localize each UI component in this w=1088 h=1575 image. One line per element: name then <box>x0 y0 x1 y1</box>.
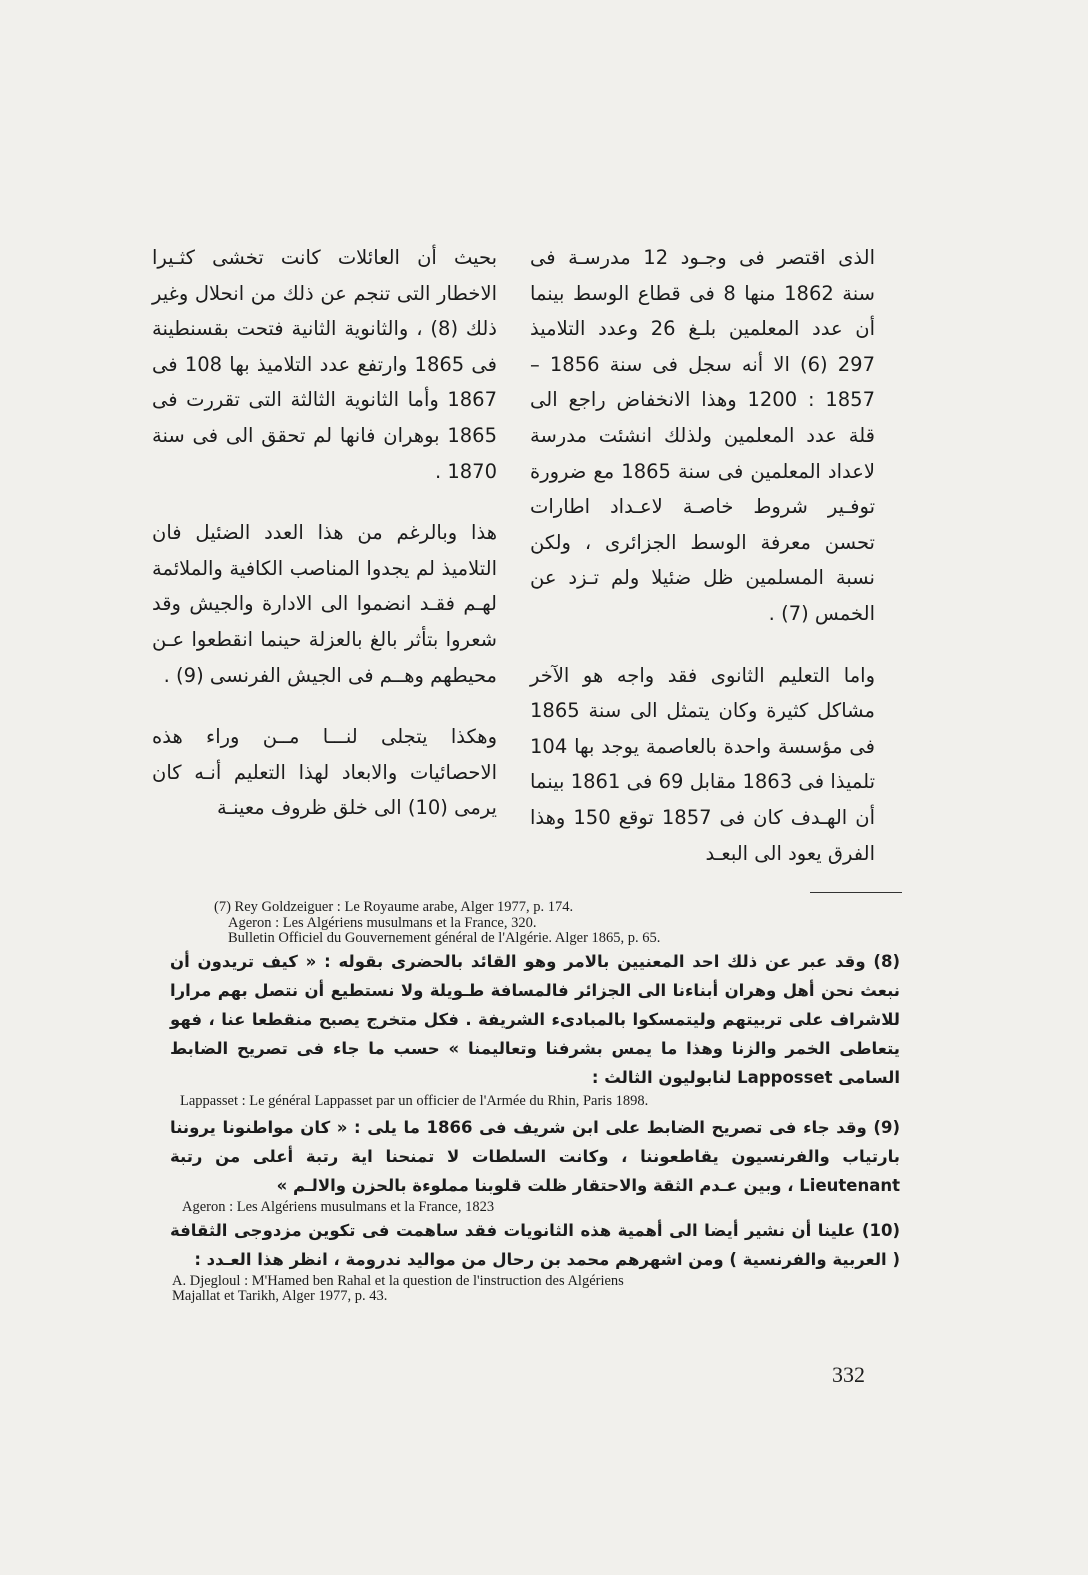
text-column-left <box>152 240 497 826</box>
paragraph: هذا وبالرغم من هذا العدد الضئيل فان التلاميذ لم يجدوا المناصب الكافية والملائمة لهـم فقـد انضموا الى الادارة والجيش وقد شعروا بتأثر بالغ بالعزلة حينما انقطعوا عـن محيطهم وهــم فى الجيش الفرنسى (9) . <box>152 521 497 687</box>
paragraph: الذى اقتصر فى وجـود 12 مدرسـة فى سنة 1862 منها 8 فى قطاع الوسط بينما أن عدد المعلمين بلـغ 26 وعدد التلاميذ 297 (6) الا أنه سجل فى سنة 1856 – 1857 : 1200 وهذا الانخفاض راجع الى قلة عدد المعلمين ولذلك انشئت مدرسة لاعداد المعلمين فى سنة 1865 مع ضرورة توفـير شروط خاصـة لاعـداد اطارات تحسن معرفة الوسط الجزائرى ، ولكن نسبة المسلمين ظل ضئيلا ولم تـزد عن الخمس (7) . <box>530 246 876 625</box>
footnote-10-source: A. Djegloul : M'Hamed ben Rahal et la question de l'instruction des Algériens <box>172 1272 624 1289</box>
footnote-10-text: (10) علينا أن نشير أيضا الى أهمية هذه الثانويات فقد ساهمت فى تكوين مزدوجى الثقافة ( العربية والفرنسية ) ومن اشهرهم محمد بن رحال من مواليد ندرومة ، انظر هذا العـدد : <box>170 1220 900 1269</box>
paragraph: وهكذا يتجلى لنـــا مــن وراء هذه الاحصائيات والابعاد لهذا التعليم أنـه كان يرمى (10) الى خلق ظروف معينـة <box>152 725 497 820</box>
paragraph: واما التعليم الثانوى فقد واجه هو الآخر مشاكل كثيرة وكان يتمثل الى سنة 1865 فى مؤسسة واحدة بالعاصمة يوجد بها 104 تلميذا فى 1863 مقابل 69 فى 1861 بينما أن الهـدف كان فى 1857 توقع 150 وهذا الفرق يعود الى البعـد <box>530 663 876 865</box>
footnote-9-text: (9) وقد جاء فى تصريح الضابط على ابن شريف فى 1866 ما يلى : « كان مواطنونا يروننا بارتياب والفرنسيون يقاطعوننا ، وكانت السلطات لا تمنحنا اية رتبة أعلى من رتبة Lieutenant ، وبين عـدم الثقة والاحتقار ظلت قلوبنا مملوءة بالحزن والالـم » <box>170 1118 900 1195</box>
footnote-8-text: (8) وقد عبر عن ذلك احد المعنيين بالامر وهو القائد بالحضرى بقوله : « كيف تريدون أن نبعث نحن أهل وهران أبناءنا الى الجزائر فالمسافة طـويلة ولا نستطيع أن نتصل بهم مرارا للاشراف على تربيتهم وليتمسكوا بالمبادىء الشريفة . فكل متخرج يصبح منقطعا عنا ، فهو يتعاطى الخمر والزنا وهذا ما يمس بشرفنا وتعاليمنا » حسب ما جاء فى تصريح الضابط السامى Lapposset لنابوليون الثالث : <box>170 951 900 1087</box>
footnote-9-source: Ageron : Les Algériens musulmans et la France, 1823 <box>182 1199 495 1215</box>
footnote-7-line: Ageron : Les Algériens musulmans et la France, 320. <box>228 914 537 931</box>
footnote-10-source: Majallat et Tarikh, Alger 1977, p. 43. <box>172 1288 388 1304</box>
paragraph: بحيث أن العائلات كانت تخشى كثـيرا الاخطار التى تنجم عن ذلك من انحلال وغير ذلك (8) ، والثانوية الثانية فتحت بقسنطينة فى 1865 وارتفع عدد التلاميذ بها 108 فى 1867 وأما الثانوية الثالثة التى تقررت فى 1865 بوهران فانها لم تحقق الى فى سنة 1870 . <box>152 246 498 483</box>
footnote-separator <box>810 892 902 893</box>
footnote-7-line: (7) Rey Goldzeiguer : Le Royaume arabe, Alger 1977, p. 174. <box>214 899 574 915</box>
text-column-right <box>530 240 875 871</box>
footnotes <box>170 900 900 1305</box>
page-number: 332 <box>832 1362 865 1387</box>
footnote-8-source: Lappasset : Le général Lappasset par un officier de l'Armée du Rhin, Paris 1898. <box>180 1092 649 1109</box>
footnote-7-line: Bulletin Officiel du Gouvernement général de l'Algérie. Alger 1865, p. 65. <box>228 930 661 946</box>
